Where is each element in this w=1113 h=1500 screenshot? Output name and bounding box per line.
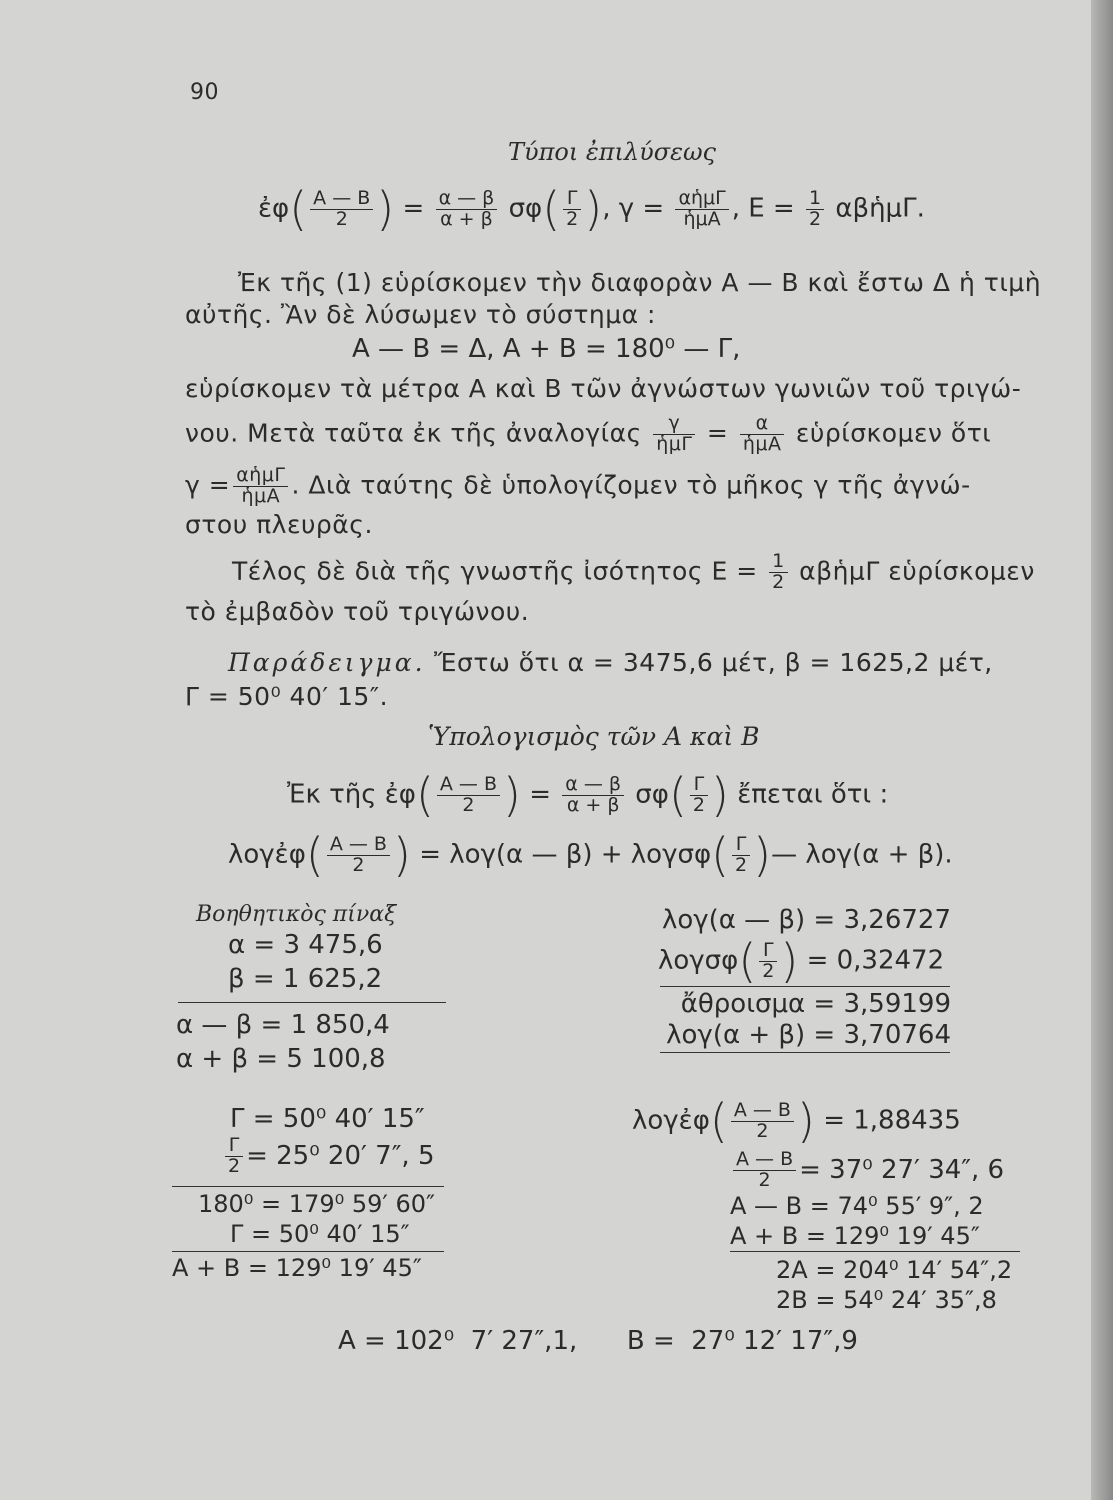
page-number: 90 — [190, 80, 219, 105]
aux-row-beta: β = 1 625,2 — [228, 964, 383, 994]
log-divider-1 — [660, 986, 950, 987]
log-diff-row: λογ(α — β) = 3,26727 — [661, 905, 951, 935]
main-formula: ἐφ( $\frac{A — B}{2}$ ) = $\frac{\alpha — \beta}{\alpha + \beta}$ σφ( $\frac{\Gamma}{2}$ ), γ = $\frac{\text{αἡμΓ}}{\text{ἡμΑ}}$ , Ε = $\frac{1}{2}$ αβἡμΓ. — [258, 182, 925, 236]
result-2b-row: 2Β = 54⁰ 24′ 35″,8 — [776, 1286, 997, 1314]
paragraph-2-line-1: εὑρίσκομεν τὰ μέτρα Α καὶ Β τῶν ἀγνώστων γωνιῶν τοῦ τριγώ- — [185, 374, 1022, 403]
gamma-formula-fraction: $\frac{\text{αἡμΓ}}{\text{ἡμΑ}}$ — [233, 466, 288, 507]
result-half-diff-row: $\frac{A — B}{2}$ = 37⁰ 27′ 34″, 6 — [730, 1150, 1004, 1191]
angle-180-row: 180⁰ = 179⁰ 59′ 60″ — [198, 1190, 435, 1218]
ratio-1-fraction: $\frac{\gamma}{\text{ἡμΓ}}$ — [653, 414, 695, 455]
log-cot-row: λογσφ( $\frac{\Gamma}{2}$ ) = 0,32472 — [658, 934, 945, 988]
log-apb-row: λογ(α + β) = 3,70764 — [666, 1020, 951, 1050]
final-result: Α = 102⁰ 7′ 27″,1, Β = 27⁰ 12′ 17″,9 — [338, 1326, 858, 1356]
angle-divider-1 — [172, 1186, 444, 1187]
log-divider-2 — [660, 1052, 950, 1053]
example-line-1: Παράδειγμα. Ἔστω ὅτι α = 3475,6 μέτ, β = 1625,2 μέτ, — [228, 648, 993, 677]
aux-row-sum: α + β = 5 100,8 — [176, 1044, 386, 1074]
angle-divider-2 — [172, 1251, 444, 1252]
angle-gamma-sub-row: Γ = 50⁰ 40′ 15″ — [230, 1220, 410, 1248]
derivation-line-2: λογἐφ( $\frac{A — B}{2}$ ) = λογ(α — β) + λογσφ( $\frac{\Gamma}{2}$ )— λογ(α + β). — [228, 828, 953, 882]
gamma-sin-fraction: $\frac{\text{αἡμΓ}}{\text{ἡμΑ}}$ — [675, 189, 728, 230]
one-half-fraction: $\frac{1}{2}$ — [806, 189, 824, 230]
log-sum-row: ἄθροισμα = 3,59199 — [680, 989, 951, 1019]
ab-fraction: $\frac{\alpha — \beta}{\alpha + \beta}$ — [436, 189, 498, 230]
paragraph-3-line-1: Τέλος δὲ διὰ τῆς γνωστῆς ἰσότητος Ε = $\frac{1}{2}$ αβἡμΓ εὑρίσκομεν — [232, 550, 1035, 593]
paragraph-2-line-4: στου πλευρᾶς. — [185, 510, 373, 539]
tan-label: ἐφ — [258, 193, 290, 224]
example-line-2: Γ = 50⁰ 40′ 15″. — [185, 682, 389, 711]
half-diff-fraction: $\frac{A — B}{2}$ — [310, 189, 373, 230]
book-spine-edge — [1091, 0, 1113, 1500]
angle-gamma-row: Γ = 50⁰ 40′ 15″ — [230, 1104, 425, 1134]
ratio-2-fraction: $\frac{\alpha}{\text{ἡμΑ}}$ — [740, 414, 785, 455]
aux-row-alpha: α = 3 475,6 — [228, 930, 383, 960]
result-divider — [730, 1251, 1020, 1252]
aux-table-title: Βοηθητικὸς πίναξ — [196, 902, 397, 927]
result-diff-row: Α — Β = 74⁰ 55′ 9″, 2 — [730, 1192, 984, 1220]
example-label: Παράδειγμα. — [228, 648, 426, 677]
area-half-fraction: $\frac{1}{2}$ — [769, 552, 788, 593]
paragraph-3-line-2: τὸ ἐμβαδὸν τοῦ τριγώνου. — [185, 597, 530, 626]
paragraph-2-line-2: νου. Μετὰ ταῦτα ἐκ τῆς ἀναλογίας $\frac{\gamma}{\text{ἡμΓ}}$ = $\frac{\alpha}{\text{ἡμΑ}}$ εὑρίσκομεν ὅτι — [185, 412, 992, 455]
angle-half-gamma-row: $\frac{\Gamma}{2}$ = 25⁰ 20′ 7″, 5 — [222, 1136, 435, 1177]
result-logtan-row: λογἐφ( $\frac{A — B}{2}$ ) = 1,88435 — [632, 1094, 961, 1148]
derivation-line-1: Ἐκ τῆς ἐφ( $\frac{A — B}{2}$ ) = $\frac{\alpha — \beta}{\alpha + \beta}$ σφ( $\frac{\Gamma}{2}$ ) ἔπεται ὅτι : — [287, 768, 889, 822]
result-sum-row: Α + Β = 129⁰ 19′ 45″ — [730, 1222, 980, 1250]
angle-sum-row: Α + Β = 129⁰ 19′ 45″ — [172, 1254, 422, 1282]
subheading: Ὑπολογισμὸς τῶν Α καὶ Β — [428, 722, 760, 751]
aux-divider — [178, 1002, 446, 1003]
section-heading: Τύποι ἐπιλύσεως — [508, 138, 716, 166]
gamma-half-fraction: $\frac{\Gamma}{2}$ — [563, 189, 581, 230]
paragraph-2-line-3: γ = $\frac{\text{αἡμΓ}}{\text{ἡμΑ}}$ . Διὰ ταύτης δὲ ὑπολογίζομεν τὸ μῆκος γ τῆς ἀγνώ- — [185, 464, 971, 507]
paragraph-1-line-2: αὐτῆς. Ἂν δὲ λύσωμεν τὸ σύστημα : — [185, 300, 656, 329]
equation-system: Α — Β = Δ, Α + Β = 180⁰ — Γ, — [352, 334, 741, 364]
aux-row-diff: α — β = 1 850,4 — [176, 1010, 390, 1040]
paragraph-1-line-1: Ἐκ τῆς (1) εὑρίσκομεν τὴν διαφορὰν Α — Β καὶ ἔστω Δ ἡ τιμὴ — [238, 268, 1042, 297]
result-2a-row: 2Α = 204⁰ 14′ 54″,2 — [776, 1256, 1013, 1284]
